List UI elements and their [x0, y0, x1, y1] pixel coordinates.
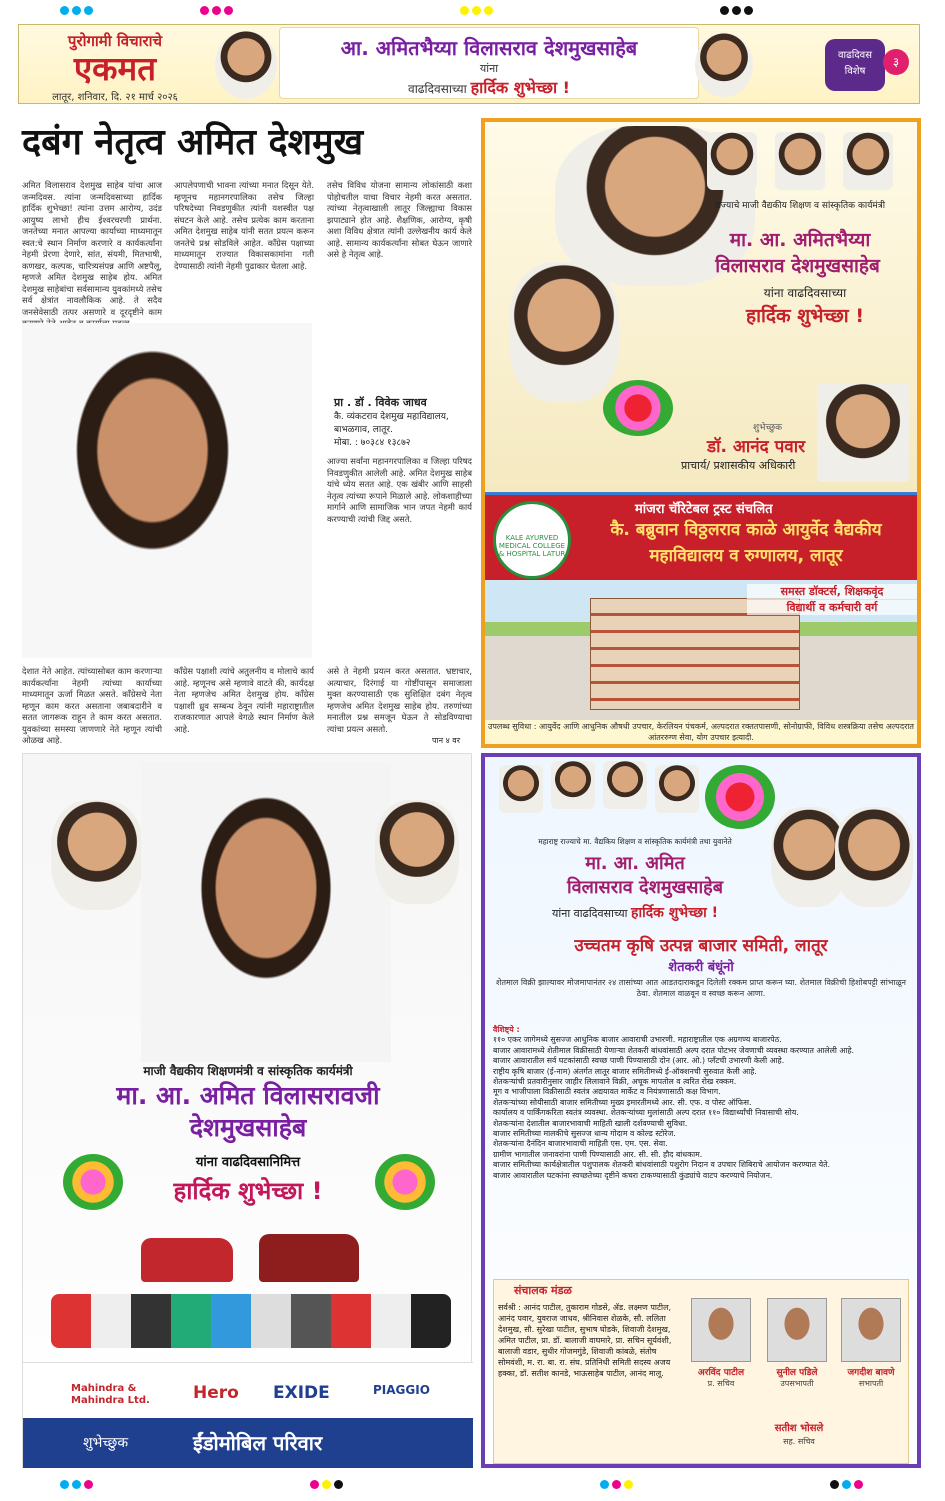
feature-item: बाजार समितीच्या मालकीचे सुसज्ज धान्य गोदाम व कोल्ड स्टोरेज.: [493, 1129, 676, 1139]
dealer-wisher: ईंडोमोबिल परिवार: [193, 1431, 323, 1455]
banner-sub1: यांना: [479, 62, 499, 75]
secretary-role: सह. सचिव: [783, 1437, 815, 1446]
brand-piaggio: PIAGGIO: [373, 1383, 430, 1397]
member-role: प्र. सचिव: [707, 1379, 735, 1388]
college-logo: KALE AYURVED MEDICAL COLLEGE & HOSPITAL LATUR: [493, 501, 571, 579]
page-number: ३: [883, 49, 909, 75]
secondary-portrait: [509, 262, 619, 402]
banner-wish-line: [280, 76, 698, 98]
market-notice: शेतमाल विक्री झाल्यावर मोजमापानंतर २४ तासांच्या आत आडतदाराकडून दिलेली रक्कम प्राप्त करून घ्या. शेतमाल विक्रीची हिशोबपट्टी सांभाळून ठेवा. शेतमाल वाळवून व स्वच्छ करून आणा.: [496, 978, 906, 998]
masthead-tagline: पुरोगामी विचाराचे: [67, 32, 163, 50]
page-header: [18, 24, 920, 104]
ad-market: [481, 753, 921, 1468]
market-wish-line: [485, 903, 785, 922]
ad-college-footer: उपलब्ध सुविधा : आयुर्वेद आणि आधुनिक औषधी उपचार, केरलियन पंचकर्म, अल्पदरात रक्ततपासणी, सोनोग्राफी, विविध शस्त्रक्रिया तसेच अल्पदरात आंतररुग्ण सेवा, योग उपचार इत्यादी.: [485, 720, 917, 744]
member-role: उपसभापती: [780, 1379, 814, 1388]
special-badge: [825, 39, 885, 91]
market-org: उच्चतम कृषि उत्पन्न बाजार समिती, लातूर: [574, 936, 828, 956]
masthead-title: एकमत: [73, 49, 157, 88]
portrait-photo-left: [215, 31, 277, 99]
market-sub: यांना वाढदिवसाच्या: [552, 907, 628, 920]
header-banner: [279, 27, 699, 99]
thumb-photo-3: [843, 132, 893, 190]
ad-college-wisher: डॉ. आनंद पवार: [707, 437, 806, 457]
staff-line2: विद्यार्थी व कर्मचारी वर्ग: [747, 600, 917, 615]
institute-band: [485, 492, 917, 580]
car-lineup: [51, 1294, 451, 1348]
wisher-portrait: [817, 384, 909, 482]
member-photo: [691, 1298, 751, 1362]
article: [22, 118, 472, 748]
ad-college-name2: विलासराव देशमुखसाहेब: [715, 255, 880, 277]
member-name: अरविंद पाटील: [697, 1368, 745, 1378]
member-photo: [841, 1298, 901, 1362]
dealer-role: माजी वैद्यकीय शिक्षणमंत्री व सांस्कृतिक कार्यमंत्री: [143, 1064, 353, 1078]
market-role: महाराष्ट्र राज्याचे मा. वैद्यकिय शिक्षण व सांस्कृतिक कार्यमंत्री तथा युवानेते: [538, 837, 732, 846]
flower-bouquet: [603, 380, 673, 436]
dealer-wish: हार्दिक शुभेच्छा !: [173, 1177, 323, 1205]
market-portrait-4: [655, 765, 699, 813]
staff-line1: समस्त डॉक्टर्स, शिक्षकवृंद: [747, 584, 917, 599]
brand-logos: [23, 1362, 473, 1418]
article-col4: आज्या सर्वांना महानगरपालिका व जिल्हा परिषद निवडणुकीत आलेली आहे. अमित देशमुख साहेब यांचे ध्येय सतत आहे. एक खंबीर आणि साहसी नेतृत्व त्यांच्या रूपाने मिळाले आहे. लोकशाहीच्या मार्गाने आणि सामाजिक भान जपत नेहमी कार्य करण्याची त्यांची जिद्द असते.: [327, 456, 472, 524]
article-col2: आपलेपणाची भावना त्यांच्या मनात दिसून येते. म्हणूनच महानगरपालिका तसेच जिल्हा परिषदेच्या निवडणुकीत त्यांनी यशस्वीत पक्ष संघटन केले आहे. तसेच प्रत्येक काम करताना अमित देशमुख साहेब यांनी सतत प्रयत्न करून जनतेचे प्रश्न सोडविले आहेत. काँग्रेस पक्षाच्या माध्यमातून राज्यात विकासकामांना गती देण्यासाठी त्यांनी नेहमी पुढाकार घेतला आहे.: [174, 180, 314, 271]
article-col7: असे ते नेहमी प्रयत्न करत असतात. भ्रष्टाचार, अत्याचार, दिरंगाई या गोष्टींपासून समाजाला मुक्त करण्यासाठी एक सुशिक्षित दबंग नेतृत्व म्हणजेच अमित देशमुख साहेब होय. तरुणांच्या मनातील प्रश्न समजून घेऊन ते सोडविण्याचा त्यांचा प्रयत्न असतो.: [327, 666, 472, 734]
board-title: संचालक मंडळ: [514, 1284, 572, 1297]
market-hero-portrait-2: [835, 807, 913, 907]
article-photo: [22, 323, 312, 658]
article-col5: देशात नेते आहेत. त्यांच्यासोबत काम करणाऱ्या कार्यकर्त्यांना नेहमी त्यांच्या कार्याच्या माध्यमातून ऊर्जा मिळत असते. काँग्रेसचे नेता म्हणून काम करत असताना जबाबदारीने व सतत जागरूक राहून ते काम करत असतात. युवकांच्या समस्या जाणणारे नेते म्हणून त्यांची ओळख आहे.: [22, 666, 162, 745]
article-col1: अमित विलासराव देशमुख साहेब यांचा आज जन्मदिवस. त्यांना जन्मदिवसाच्या हार्दिक हार्दिक शुभेच्छा! त्यांना उत्तम आरोग्य, उदंड आयुष्य लाभो हीच ईश्वरचरणी प्रार्थना. जनतेच्या मनात आपल्या कार्याच्या माध्यमातून स्वत:चे स्थान निर्माण करणारे व कार्यकर्त्यांना नेहमी प्रेरणा देणारे, सांत, संयमी, मितभाषी, कणखर, कल्पक, चारित्र्यसंपन्न आणि अष्टपैलू, म्हणजे अमित देशमुख साहेब होय. अमित देशमुख साहेबांचा सर्वसामान्य युवकांमध्ये तसेच सर्व क्षेत्रांत नावलौकिक आहे. ते सदैव जनसेवेसाठी तत्पर असणारे व दूरदृष्टीने काम: [22, 180, 162, 317]
feature-item: कार्यालय व पार्किंगकरिता स्वतंत्र व्यवस्था. शेतकऱ्यांच्या मुलांसाठी अल्प दरात ११० विद्यार्थ्यांची निवासाची सोय.: [493, 1108, 799, 1118]
market-name1: मा. आ. अमित: [585, 853, 685, 874]
ad-college-wish: हार्दिक शुभेच्छा !: [745, 305, 865, 327]
author-block: [334, 396, 474, 450]
ad-college-role: राज्याचे माजी वैद्यकीय शिक्षण व सांस्कृतिक कार्यमंत्री: [714, 201, 886, 211]
dateline: लातूर, शनिवार, दि. २१ मार्च २०२६: [52, 92, 178, 103]
board-names: सर्वश्री : आनंद पाटील, तुकाराम गोडसे, ॲड. लक्ष्मण पाटील, आनंद पवार, युवराज जाधव, श्रीनिवास शेळके, सौ. ललिता देशमुख, सौ. सुरेखा पाटील, सुभाष घोडके, शिवाजी देशमुख, अमित पाटील, प्रा. डॉ. बालाजी वाघमारे, प्रा. सचिन सूर्यवंशी, बालाजी वडार, सुधीर गोजमगुंडे, शिवाजी कांबळे, संतोष सोमवंशी, म. रा. बा. रा. संघ. प्रतिनिधी समिती सदस्य अजय हक्का, डॉ. सतीश कानडे, भाऊसाहेब पाटील, आनंद मालू.: [498, 1303, 672, 1378]
author-phone: मोबा. : ७०३८४ १३८७२: [334, 438, 411, 448]
board-of-directors: [493, 1279, 909, 1464]
member-name: सुनील पडिले: [776, 1368, 818, 1378]
thumb-photo-2: [775, 132, 825, 190]
feature-item: शेतकऱ्यांच्या सोयीसाठी बाजार समितीच्या मुख्य इमारतीमध्ये आर. सी. एफ. व पोस्ट ऑफिस.: [493, 1097, 752, 1107]
feature-item: राष्ट्रीय कृषि बाजार (ई-नाम) अंतर्गत लातूर बाजार समितीमध्ये ई-ऑक्शनची सुरुवात केली आहे.: [493, 1066, 757, 1076]
dealer-hero-portrait: [141, 762, 391, 1062]
feature-item: शेतकऱ्यांना देशातील बाजारभावाची माहिती खाली दर्शवण्याची सुविधा.: [493, 1118, 688, 1128]
ad-college-sub: यांना वाढदिवसाच्या: [763, 286, 847, 300]
member-role: सभापती: [858, 1379, 884, 1388]
member-3: [836, 1298, 906, 1389]
dealer-right-portrait: [375, 800, 459, 904]
ad-college-name1: मा. आ. अमितभैय्या: [729, 229, 871, 251]
feature-item: ग्रामीण भागातील जनावरांना पाणी पिण्यासाठी आर. सी. सी. हौद बांधकाम.: [493, 1149, 703, 1159]
feature-item: मूग व भाजीपाला विक्रीसाठी स्वतंत्र अद्ययावत मार्केट व नियंत्रणासाठी कक्ष विभाग.: [493, 1087, 721, 1097]
author-l2: कै. व्यंकटराव देशमुख महाविद्यालय,: [334, 412, 449, 422]
author-name: प्रा . डॉ . विवेक जाधव: [334, 396, 427, 409]
article-col6: काँग्रेस पक्षाशी त्यांचे अतुलनीय व मोलाचे कार्य आहे. म्हणूनच असे म्हणावे वाटते की, कार्यदक्ष नेता म्हणजेच अमित देशमुख होय. काँग्रेस पक्षाशी ध्रुव सम्बन्ध ठेवून त्यांनी महाराष्ट्रातील राजकारणात आपले वेगळे स्थान निर्माण केले आहे.: [174, 666, 314, 734]
member-name: जगदीश बावणे: [847, 1368, 895, 1378]
article-col3: तसेच विविध योजना सामान्य लोकांसाठी कशा पोहोचतील याचा विचार नेहमी करत असतात. त्यांच्या नेतृत्वाखाली लातूर जिल्ह्याचा विकास झपाट्याने होत आहे. शैक्षणिक, आरोग्य, कृषी अशा विविध क्षेत्रात त्यांनी उल्लेखनीय कार्य केले आहे. सामान्य कार्यकर्त्यांना सोबत घेऊन जाणारे असे हे नेतृत्व आहे.: [327, 180, 472, 259]
feature-item: बाजार आवारातील सर्व घटकांसाठी स्वच्छ पाणी पिण्यासाठी दोन (आर. ओ.) प्लँटची उभारणी केली आहे.: [493, 1056, 785, 1066]
member-1: [686, 1298, 756, 1389]
market-portrait-1: [499, 765, 543, 813]
feature-item: ११० एकर जागेमध्ये सुसज्ज आधुनिक बाजार आवाराची उभारणी. महाराष्ट्रातील एक अग्रगण्य बाजारपेठ.: [493, 1035, 782, 1045]
ad-college-wisher-role: प्राचार्य/ प्रशासकीय अधिकारी: [681, 459, 796, 472]
member-photo: [767, 1298, 827, 1362]
flower-left: [63, 1154, 123, 1210]
author-l3: बाभळगाव, लातूर.: [334, 425, 393, 435]
features-title: वैशिष्ट्ये :: [493, 1025, 520, 1034]
dealer-name1: मा. आ. अमित विलासरावजी: [116, 1081, 380, 1110]
ad-college: [481, 118, 921, 748]
brand-mahindra: Mahindra & Mahindra Ltd.: [71, 1383, 150, 1406]
market-portrait-2: [551, 761, 595, 809]
member-2: [762, 1298, 832, 1389]
market-audience: शेतकरी बंधूंनो: [668, 960, 734, 975]
banner-title: आ. अमितभैय्या विलासराव देशमुखसाहेब: [340, 36, 638, 60]
market-name2: विलासराव देशमुखसाहेब: [567, 877, 723, 898]
feature-item: बाजार समितीच्या कार्यक्षेत्रातील पशुपालक शेतकरी बांधवांसाठी पशुरोग निदान व उपचार शिबिराचे आयोजन करण्यात येते.: [493, 1160, 831, 1170]
college-name: कै. बब्रुवान विठ्ठलराव काळे आयुर्वेद वैद्यकीय महाविद्यालय व रुग्णालय, लातूर: [610, 520, 882, 566]
dealer-left-portrait: [51, 800, 143, 910]
feature-item: शेतकऱ्यांची प्रतवारीनुसार जाहीर लिलावाने विक्री, अचूक मापतोल व त्वरित रोख रक्कम.: [493, 1077, 737, 1087]
dealer-sub: यांना वाढदिवसानिमित्त: [195, 1155, 301, 1170]
portrait-photo-right: [695, 33, 753, 97]
banner-wish: हार्दिक शुभेच्छा !: [470, 78, 570, 97]
feature-item: बाजार आवारामध्ये शेतीमाल विक्रीसाठी येणाऱ्या शेतकरी बांधवांसाठी अल्प दरात पोटभर जेवणाची व्यवस्था करण्यात आलेली आहे.: [493, 1045, 855, 1055]
banner-sub2: वाढदिवसाच्या: [408, 82, 467, 96]
secretary-name: सतीश भोसले: [774, 1423, 824, 1434]
dealer-wisher-label: शुभेच्छुक: [83, 1435, 129, 1451]
market-flowers: [705, 765, 775, 829]
market-wish: हार्दिक शुभेच्छा !: [631, 905, 718, 921]
trust-name: मांजरा चॅरिटेबल ट्रस्ट संचलित: [635, 502, 773, 517]
continued-note: पान ४ वर: [432, 736, 461, 745]
special-l2: विशेष: [844, 66, 866, 77]
feature-item: शेतकऱ्यांना दैनंदिन बाजारभावाची माहिती एस. एम. एस. सेवा.: [493, 1139, 668, 1149]
college-building-photo: [485, 580, 917, 720]
article-title: दबंग नेतृत्व अमित देशमुख: [22, 121, 364, 163]
brand-hero: Hero: [193, 1383, 239, 1403]
flower-right: [375, 1154, 435, 1210]
feature-item: बाजार आवारातील घटकांना स्वच्छतेच्या दृष्टीने कचरा टाकण्यासाठी कुंड्यांचे वाटप करण्याचे नियोजन.: [493, 1170, 773, 1180]
car-red-suv: [141, 1238, 233, 1282]
dealer-name2: देशमुखसाहेब: [189, 1113, 307, 1142]
ad-college-top: [485, 122, 917, 492]
market-portrait-3: [603, 761, 647, 809]
ad-dealer: [22, 753, 472, 1468]
dealer-footer: [23, 1418, 473, 1468]
special-l1: वाढदिवस: [838, 50, 872, 61]
brand-exide: EXIDE: [273, 1383, 330, 1403]
masthead: [27, 31, 203, 103]
car-red-suv-2: [259, 1234, 359, 1282]
dealer-name: [23, 1080, 473, 1144]
market-features: [493, 1025, 909, 1181]
ad-college-wisher-label: शुभेच्छुक: [753, 423, 782, 433]
thumb-photo-1: [707, 132, 757, 190]
